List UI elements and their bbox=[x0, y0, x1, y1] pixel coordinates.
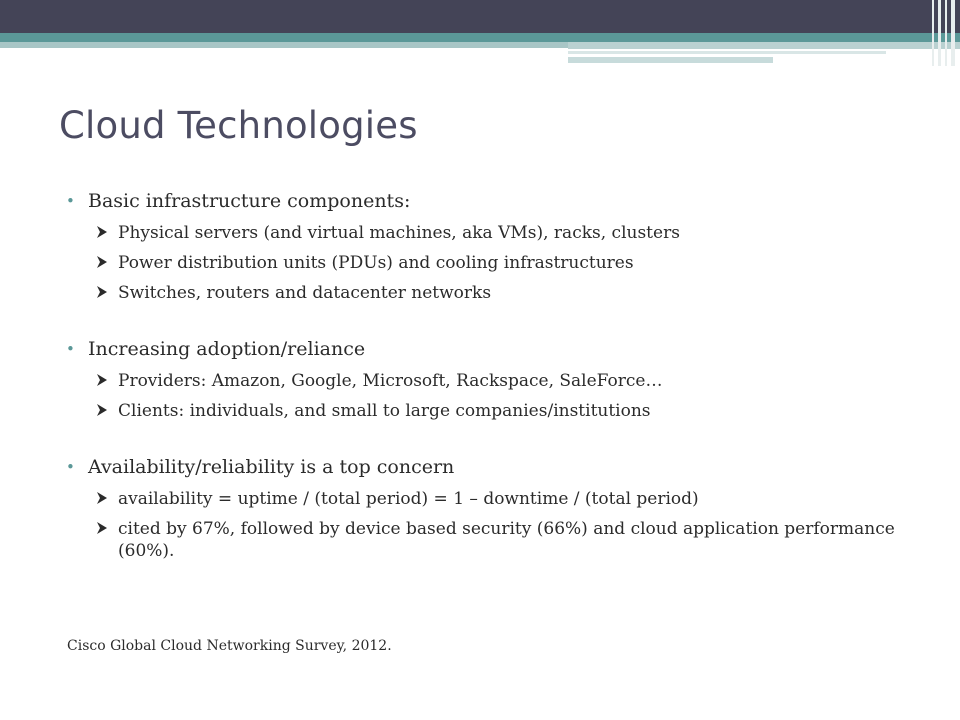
bullet-text: Availability/reliability is a top concern bbox=[88, 456, 455, 478]
sub-item-text: Power distribution units (PDUs) and cooling infrastructures bbox=[118, 253, 634, 273]
header-vertical-lines bbox=[928, 0, 960, 66]
sub-item bbox=[66, 252, 946, 274]
sub-item-text: Physical servers (and virtual machines, aka VMs), racks, clusters bbox=[118, 223, 680, 243]
sub-item bbox=[66, 222, 946, 244]
sub-item bbox=[66, 488, 946, 510]
arrow-bullet-icon bbox=[96, 255, 108, 269]
header-band-dark bbox=[0, 0, 960, 33]
bullet-dot-icon: • bbox=[66, 458, 75, 476]
header-band-pale-right bbox=[568, 42, 960, 49]
sub-item bbox=[66, 518, 946, 562]
sub-item-text: availability = uptime / (total period) = 1 – downtime / (total period) bbox=[118, 489, 699, 509]
section-adoption bbox=[66, 336, 946, 422]
arrow-bullet-icon bbox=[96, 225, 108, 239]
sub-item-text: cited by 67%, followed by device based security (66%) and cloud application performance (60%). bbox=[118, 519, 895, 561]
sub-item-text: Switches, routers and datacenter networks bbox=[118, 283, 492, 303]
sub-item bbox=[66, 282, 946, 304]
bullet-text: Basic infrastructure components: bbox=[88, 190, 411, 212]
bullet-item bbox=[66, 454, 946, 480]
section-availability bbox=[66, 454, 946, 562]
sub-list bbox=[66, 488, 946, 562]
sub-item-text: Clients: individuals, and small to large companies/institutions bbox=[118, 401, 651, 421]
sub-item bbox=[66, 370, 946, 392]
header-stripe bbox=[568, 51, 886, 54]
bullet-item bbox=[66, 188, 946, 214]
header-band-pale bbox=[0, 42, 568, 48]
sub-list bbox=[66, 370, 946, 422]
arrow-bullet-icon bbox=[96, 403, 108, 417]
bullet-item bbox=[66, 336, 946, 362]
section-infrastructure bbox=[66, 188, 946, 304]
sub-item-text: Providers: Amazon, Google, Microsoft, Rackspace, SaleForce… bbox=[118, 371, 663, 391]
bullet-dot-icon: • bbox=[66, 192, 75, 210]
arrow-bullet-icon bbox=[96, 521, 108, 535]
sub-item bbox=[66, 400, 946, 422]
slide-content bbox=[66, 188, 946, 562]
bullet-text: Increasing adoption/reliance bbox=[88, 338, 366, 360]
citation: Cisco Global Cloud Networking Survey, 2012. bbox=[67, 638, 392, 654]
header-stripe-short bbox=[568, 57, 773, 63]
sub-list bbox=[66, 222, 946, 304]
arrow-bullet-icon bbox=[96, 285, 108, 299]
slide-title: Cloud Technologies bbox=[59, 104, 418, 147]
bullet-dot-icon: • bbox=[66, 340, 75, 358]
arrow-bullet-icon bbox=[96, 373, 108, 387]
arrow-bullet-icon bbox=[96, 491, 108, 505]
header-band-teal bbox=[0, 33, 960, 42]
